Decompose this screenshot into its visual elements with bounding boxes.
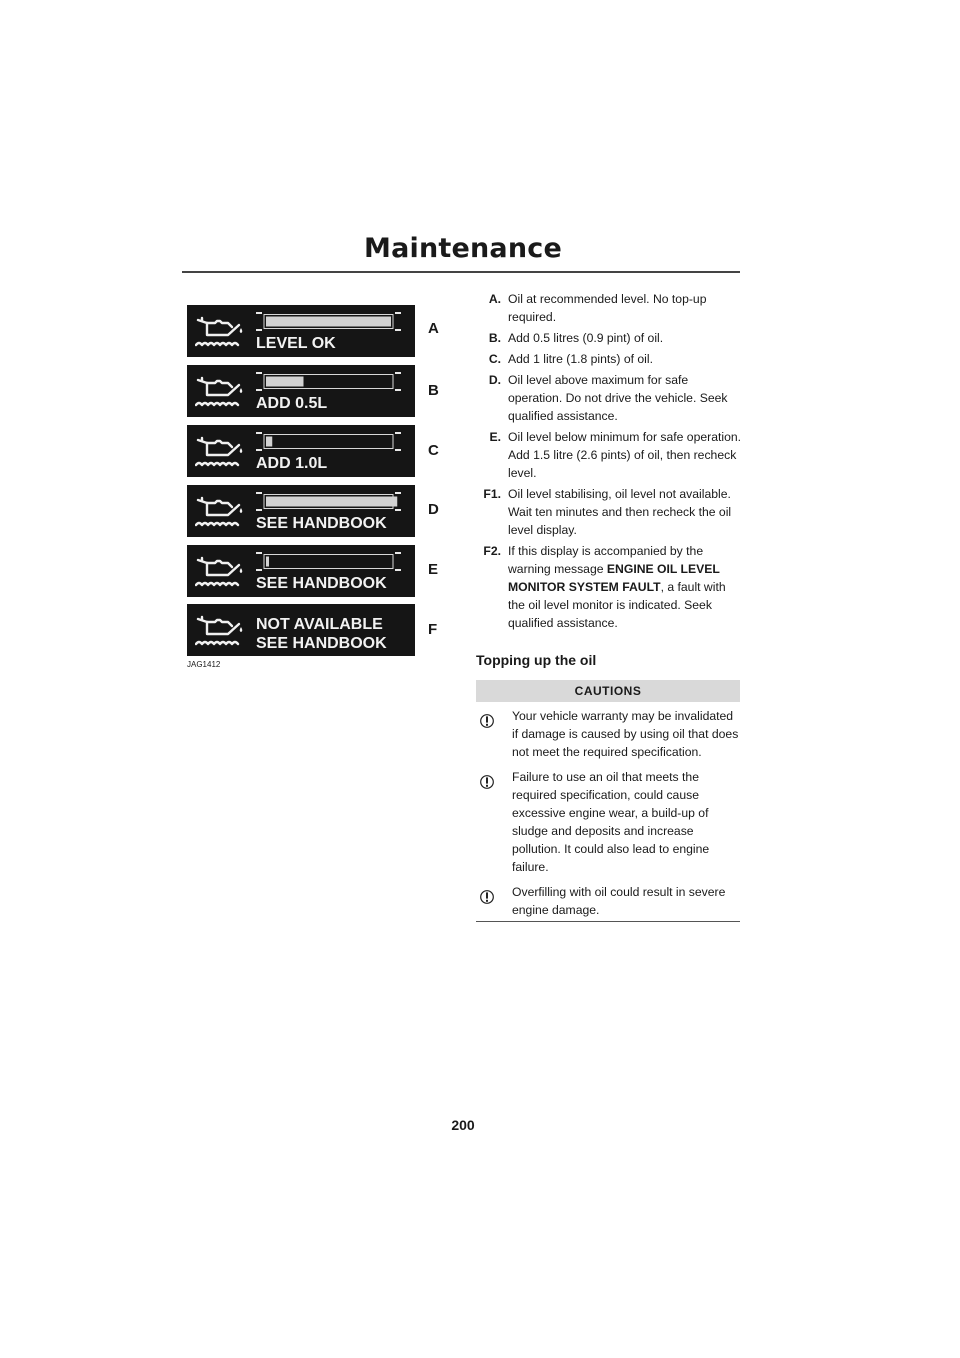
definition-text <box>508 544 726 630</box>
oil-level-gauge <box>256 552 401 571</box>
panel-message <box>256 615 387 653</box>
panel-letter-d: D <box>428 501 439 518</box>
panel-message-line: NOT AVAILABLE <box>256 616 383 633</box>
definition-key: A. <box>488 292 501 306</box>
definition-text: Oil level above maximum for safe operation. Do not drive the vehicle. Seek qualified assistance. <box>508 373 728 423</box>
oil-can-icon <box>195 494 247 533</box>
definition-key: D. <box>488 373 501 387</box>
definition-list <box>465 290 745 635</box>
definition-text: Oil level below minimum for safe operation. Add 1.5 litre (2.6 pints) of oil, then recheck level. <box>508 430 742 480</box>
definition-text-part: , a fault with the oil level monitor is indicated. Seek qualified assistance. <box>508 580 726 630</box>
panel-letter-a: A <box>428 320 439 337</box>
definition-text: Add 1 litre (1.8 pints) of oil. <box>508 352 653 366</box>
oil-can-icon <box>195 434 247 473</box>
oil-level-panel-b <box>187 365 415 417</box>
figure-code: JAG1412 <box>187 660 221 669</box>
panel-message-line: SEE HANDBOOK <box>256 635 387 652</box>
definition-item <box>465 350 745 368</box>
definition-item <box>465 371 745 425</box>
oil-level-gauge <box>256 372 401 391</box>
caution-item <box>476 878 740 921</box>
definition-item <box>465 542 745 632</box>
oil-level-gauge <box>256 492 401 511</box>
panel-message: ADD 1.0L <box>256 455 328 472</box>
definition-key: F1. <box>483 487 501 501</box>
panel-message: SEE HANDBOOK <box>256 515 387 532</box>
oil-level-fill <box>266 317 391 327</box>
definition-key: F2. <box>483 544 501 558</box>
oil-level-panel-c <box>187 425 415 477</box>
oil-can-icon <box>195 314 247 353</box>
panel-letter-b: B <box>428 382 439 399</box>
oil-level-fill <box>266 377 304 387</box>
cautions-header: CAUTIONS <box>476 680 740 702</box>
definition-item <box>465 485 745 539</box>
definition-text: Oil at recommended level. No top-up required. <box>508 292 707 324</box>
oil-level-panel-f <box>187 604 415 656</box>
caution-text: Overfilling with oil could result in severe engine damage. <box>512 885 726 917</box>
oil-level-gauge <box>256 432 401 451</box>
definition-text: Oil level stabilising, oil level not available. Wait ten minutes and then recheck the oil level display. <box>508 487 732 537</box>
page-title: Maintenance <box>364 233 562 264</box>
oil-level-panel-d <box>187 485 415 537</box>
oil-can-icon <box>195 554 247 593</box>
oil-level-panel-a <box>187 305 415 357</box>
cautions-box <box>476 680 740 922</box>
panel-letter-e: E <box>428 561 439 578</box>
caution-text: Your vehicle warranty may be invalidated if damage is caused by using oil that does not meet the required specification. <box>512 709 739 759</box>
caution-text: Failure to use an oil that meets the required specification, could cause excessive engine wear, a build-up of sludge and deposits and increase pollution. It could also lead to engine failure. <box>512 770 710 874</box>
definition-item <box>465 329 745 347</box>
panel-message: SEE HANDBOOK <box>256 575 387 592</box>
caution-item <box>476 702 740 763</box>
panel-message: LEVEL OK <box>256 335 336 352</box>
panel-letter-c: C <box>428 442 439 459</box>
definition-item <box>465 290 745 326</box>
oil-can-icon <box>195 613 247 652</box>
definition-key: C. <box>488 352 501 366</box>
oil-level-fill <box>266 497 397 507</box>
definition-key: E. <box>489 430 501 444</box>
definition-text-part: If this display is accompanied by the warning message <box>508 544 704 576</box>
oil-level-fill <box>266 557 269 567</box>
oil-can-icon <box>195 374 247 413</box>
caution-icon <box>480 713 494 734</box>
page-number: 200 <box>451 1117 475 1133</box>
definition-key: B. <box>488 331 501 345</box>
section-heading: Topping up the oil <box>476 652 597 668</box>
caution-icon <box>480 774 494 795</box>
warning-message: ENGINE OIL LEVEL MONITOR SYSTEM FAULT <box>508 562 720 594</box>
oil-level-panel-e <box>187 545 415 597</box>
oil-level-gauge <box>256 312 401 331</box>
caution-icon <box>480 889 494 910</box>
definition-item <box>465 428 745 482</box>
oil-level-fill <box>266 437 272 447</box>
panel-letter-f: F <box>428 621 438 638</box>
caution-item <box>476 763 740 878</box>
definition-text: Add 0.5 litres (0.9 pint) of oil. <box>508 331 664 345</box>
panel-message: ADD 0.5L <box>256 395 328 412</box>
title-divider <box>182 271 740 273</box>
